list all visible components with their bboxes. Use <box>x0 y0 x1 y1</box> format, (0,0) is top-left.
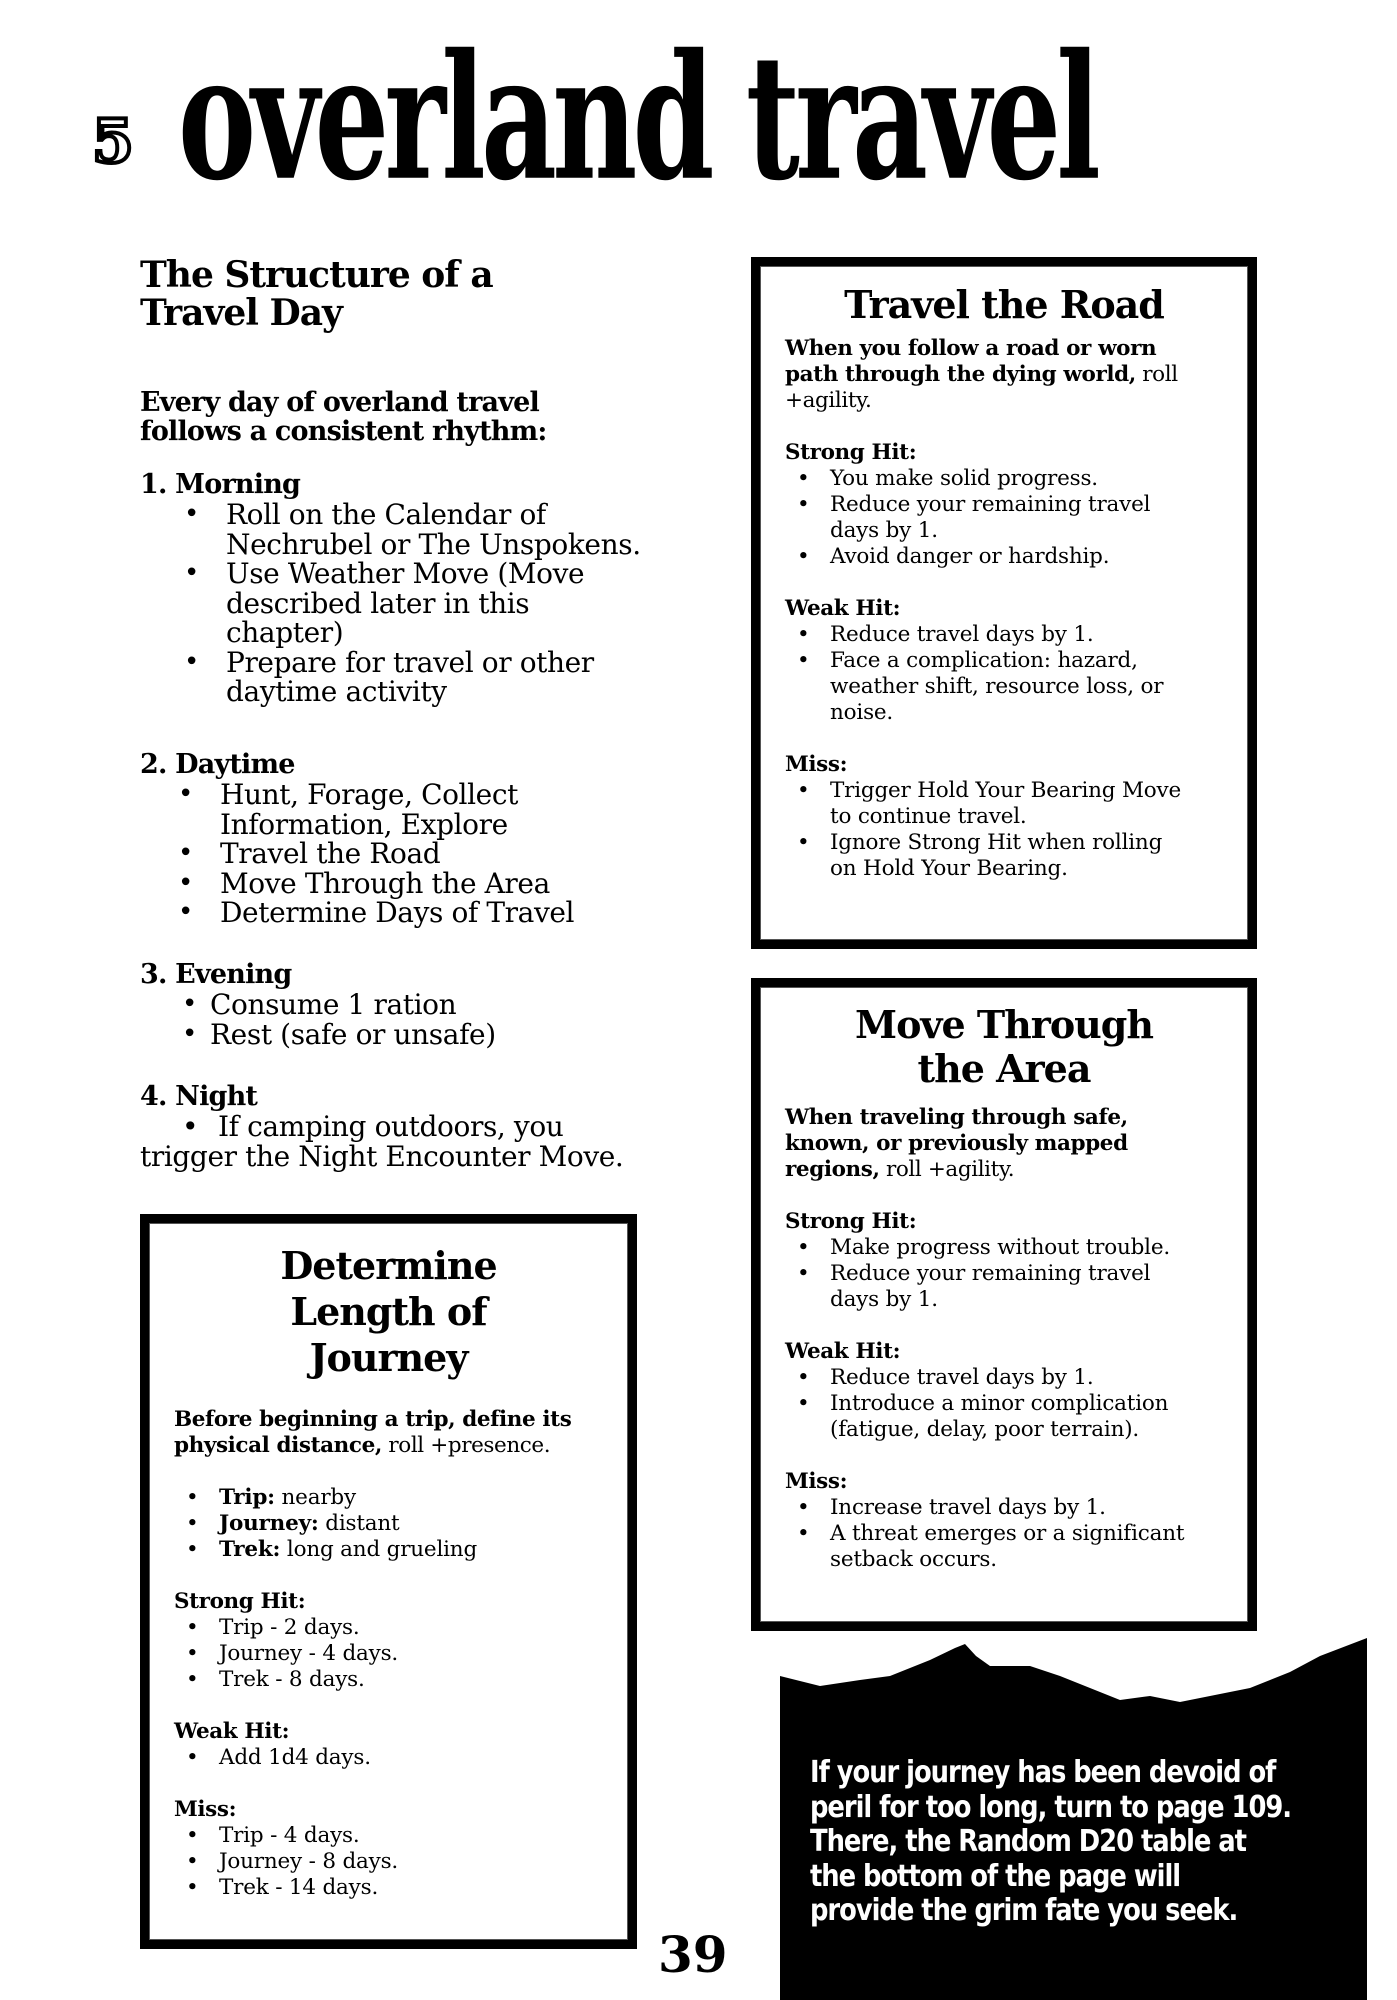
weak-hit-label: Weak Hit: <box>174 1719 290 1744</box>
list-item: • A threat emerges or a significant setback occurs. <box>797 1521 1185 1572</box>
bullet-icon: • <box>797 778 810 803</box>
item-line: Use Weather Move (Move <box>226 557 585 590</box>
list-item: • Add 1d4 days. <box>186 1745 371 1770</box>
list-item <box>178 898 700 928</box>
bullet-icon: • <box>182 1018 197 1049</box>
strong-hit-label: Strong Hit: <box>785 440 917 465</box>
bullet-icon: • <box>797 1521 810 1546</box>
move-area-card <box>751 978 1257 1631</box>
list-item <box>186 1511 628 1537</box>
strong-hit-list <box>785 466 1248 570</box>
item-line: described later in this <box>226 586 530 620</box>
box-title-line: Journey <box>309 1335 468 1380</box>
lead-rest: +agility. <box>785 388 872 413</box>
miss-list <box>785 1495 1248 1573</box>
lead-bold: path through the dying world, <box>785 362 1136 387</box>
bullet-icon: • <box>178 838 193 868</box>
list-item: • Increase travel days by 1. <box>797 1495 1106 1520</box>
journey-length-card <box>140 1214 637 1949</box>
phase-evening <box>140 960 700 1049</box>
type-label: Trek: <box>219 1537 281 1562</box>
miss-list <box>174 1823 628 1901</box>
section-heading-line: The Structure of a <box>140 254 493 296</box>
journey-types-list <box>174 1485 628 1563</box>
bullet-icon: • <box>186 1823 199 1848</box>
intro-line: follows a consistent rhythm: <box>140 416 547 447</box>
item-line: chapter) <box>226 616 344 649</box>
box-title-line: Determine <box>280 1243 497 1288</box>
lead-rest: roll +presence. <box>381 1433 551 1458</box>
type-desc: nearby <box>274 1485 356 1510</box>
item-line: Rest (safe or unsafe) <box>210 1017 496 1051</box>
strong-hit-label: Strong Hit: <box>174 1589 306 1614</box>
miss-label: Miss: <box>785 1469 848 1494</box>
list-item: • Ignore Strong Hit when rolling on Hold Your Bearing. <box>797 830 1163 881</box>
list-item: • Trek - 14 days. <box>186 1875 379 1900</box>
item-line: Move Through the Area <box>220 866 550 900</box>
callout-line: the bottom of the page will <box>810 1858 1181 1894</box>
list-item: • Journey - 8 days. <box>186 1849 399 1874</box>
lead-bold: When you follow a road or worn <box>785 336 1157 361</box>
item-line: daytime activity <box>226 675 447 708</box>
box-title <box>149 1243 628 1381</box>
bullet-icon: • <box>797 492 810 517</box>
list-item: • Face a complication: hazard, weather shift, resource loss, or noise. <box>797 648 1164 725</box>
bullet-icon: • <box>186 1511 199 1536</box>
bullet-icon: • <box>797 1365 810 1390</box>
bullet-icon: • <box>186 1615 199 1640</box>
bullet-icon: • <box>186 1641 199 1666</box>
item-line: Roll on the Calendar of <box>226 498 546 531</box>
list-item: • Journey - 4 days. <box>186 1641 399 1666</box>
bullet-icon: • <box>797 1235 810 1260</box>
bullet-icon: • <box>797 466 810 491</box>
phase-title: 2. Daytime <box>140 749 295 780</box>
lead-text <box>785 1105 1248 1183</box>
weak-hit-label: Weak Hit: <box>785 596 901 621</box>
section-heading <box>140 256 560 332</box>
item-line: trigger the Night Encounter Move. <box>140 1140 624 1173</box>
list-item <box>186 1485 628 1511</box>
list-item <box>178 839 700 869</box>
list-item: • Reduce your remaining travel days by 1. <box>797 492 1151 543</box>
lead-rest: roll +agility. <box>879 1157 1015 1182</box>
strong-hit-list <box>785 1235 1248 1313</box>
lead-bold: Before beginning a trip, define its <box>174 1407 572 1432</box>
callout-line: There, the Random D20 table at <box>810 1824 1246 1859</box>
intro-text <box>140 388 660 446</box>
list-item: • Trip - 4 days. <box>186 1823 360 1848</box>
callout-text <box>810 1755 1292 1929</box>
bullet-icon: • <box>797 1391 810 1416</box>
type-desc: distant <box>318 1511 400 1536</box>
item-line: Nechrubel or The Unspokens. <box>226 527 641 561</box>
list-item: • Trek - 8 days. <box>186 1667 365 1692</box>
list-item <box>184 645 700 708</box>
box-title <box>760 1003 1248 1091</box>
bullet-icon: • <box>178 897 193 927</box>
bullet-icon: • <box>184 646 199 677</box>
list-item: • Reduce your remaining travel days by 1. <box>797 1261 1151 1312</box>
phase-list <box>140 500 700 707</box>
bullet-icon: • <box>182 989 197 1019</box>
miss-list <box>785 778 1248 882</box>
chapter-number: 5 <box>92 107 134 177</box>
type-desc: long and grueling <box>280 1537 478 1562</box>
section-heading-line: Travel Day <box>140 292 342 334</box>
lead-text <box>785 336 1248 414</box>
box-title-line: the Area <box>917 1046 1091 1091</box>
phase-title: 4. Night <box>140 1081 258 1112</box>
phase-title: 1. Morning <box>140 469 301 500</box>
page-number: 39 <box>658 1925 728 1984</box>
weak-hit-list <box>785 622 1248 726</box>
list-item <box>178 780 700 839</box>
strong-hit-list <box>174 1615 628 1693</box>
bullet-icon: • <box>186 1667 199 1692</box>
miss-label: Miss: <box>785 752 848 777</box>
callout-line: peril for too long, turn to page 109. <box>810 1789 1292 1825</box>
list-item: • Reduce travel days by 1. <box>797 622 1094 647</box>
box-title: Travel the Road <box>844 282 1164 327</box>
intro-line: Every day of overland travel <box>140 387 539 418</box>
type-label: Journey: <box>219 1511 319 1536</box>
bullet-icon: • <box>797 648 810 673</box>
phase-list <box>140 780 700 928</box>
bullet-icon: • <box>797 1261 810 1286</box>
list-item <box>186 1537 628 1563</box>
list-item <box>184 500 700 559</box>
bullet-icon: • <box>182 1110 199 1143</box>
list-item: • Avoid danger or hardship. <box>797 544 1110 569</box>
weak-hit-label: Weak Hit: <box>785 1339 901 1364</box>
lead-rest: roll <box>1135 362 1178 387</box>
travel-road-card <box>751 257 1257 949</box>
item-line: If camping outdoors, you <box>218 1110 564 1143</box>
list-item <box>184 559 700 648</box>
item-line: Prepare for travel or other <box>226 645 594 679</box>
lead-text <box>174 1407 628 1459</box>
callout-line: If your journey has been devoid of <box>810 1755 1276 1790</box>
list-item: • You make solid progress. <box>797 466 1098 491</box>
bullet-icon: • <box>186 1849 199 1874</box>
type-label: Trip: <box>219 1485 275 1510</box>
bullet-icon: • <box>178 867 193 898</box>
night-item <box>140 1112 700 1142</box>
bullet-icon: • <box>186 1745 199 1770</box>
list-item: • Trip - 2 days. <box>186 1615 360 1640</box>
phase-list <box>140 990 700 1049</box>
weak-hit-list <box>174 1745 628 1771</box>
bullet-icon: • <box>797 544 810 569</box>
chapter-title: overland travel <box>178 16 1097 220</box>
phase-night <box>140 1082 700 1172</box>
box-title-line: Move Through <box>855 1002 1153 1047</box>
list-item: • Reduce travel days by 1. <box>797 1365 1094 1390</box>
miss-label: Miss: <box>174 1797 237 1822</box>
bullet-icon: • <box>186 1537 199 1562</box>
bullet-icon: • <box>797 622 810 647</box>
strong-hit-label: Strong Hit: <box>785 1209 917 1234</box>
phase-morning <box>140 470 700 707</box>
box-title-line: Length of <box>290 1289 487 1334</box>
callout-line: provide the grim fate you seek. <box>810 1893 1238 1928</box>
bullet-icon: • <box>797 830 810 855</box>
bullet-icon: • <box>184 558 199 588</box>
list-item: • Make progress without trouble. <box>797 1235 1171 1260</box>
bullet-icon: • <box>186 1485 199 1510</box>
bullet-icon: • <box>184 499 199 529</box>
phase-title: 3. Evening <box>140 959 292 990</box>
lead-bold: When traveling through safe, <box>785 1105 1128 1130</box>
item-line: Travel the Road <box>220 837 441 870</box>
lead-bold: regions, <box>785 1157 880 1182</box>
item-line: Hunt, Forage, Collect <box>220 778 518 811</box>
phase-daytime <box>140 750 700 928</box>
list-item: • Trigger Hold Your Bearing Move to continue travel. <box>797 778 1182 829</box>
bullet-icon: • <box>797 1495 810 1520</box>
lead-bold: known, or previously mapped <box>785 1131 1128 1156</box>
item-line: Consume 1 ration <box>210 988 457 1021</box>
list-item: • Introduce a minor complication (fatigue, delay, poor terrain). <box>797 1391 1169 1442</box>
bullet-icon: • <box>178 779 193 809</box>
list-item <box>182 1017 700 1051</box>
list-item <box>182 990 700 1020</box>
lead-bold: physical distance, <box>174 1433 382 1458</box>
random-encounter-callout <box>780 1636 1367 2000</box>
weak-hit-list <box>785 1365 1248 1443</box>
item-line: Determine Days of Travel <box>220 896 575 929</box>
list-item <box>178 866 700 900</box>
item-line: Information, Explore <box>220 807 508 841</box>
bullet-icon: • <box>186 1875 199 1900</box>
